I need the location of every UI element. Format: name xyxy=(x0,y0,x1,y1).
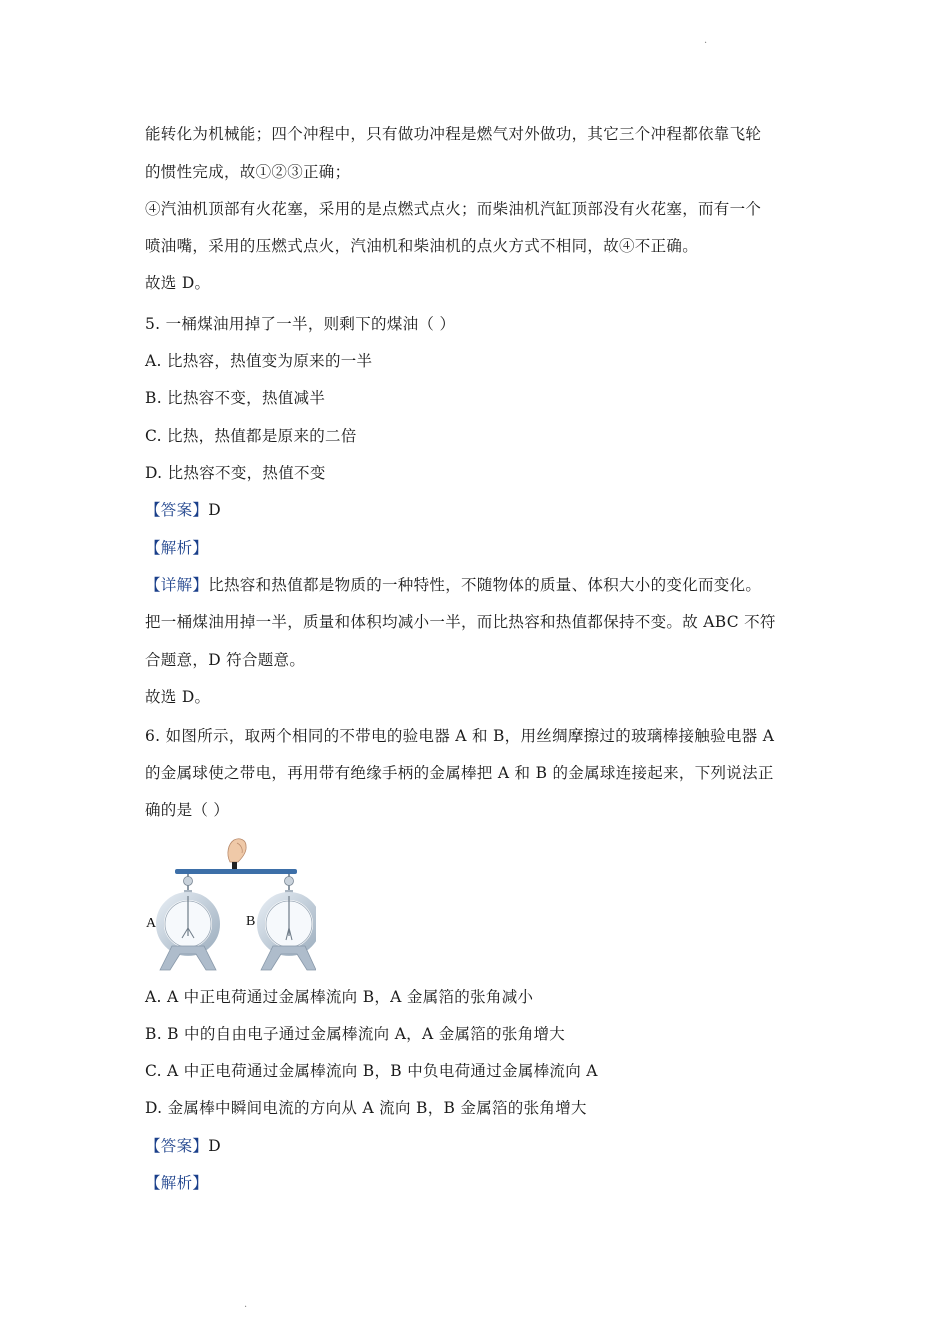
q5-conclusion: 故选 D。 xyxy=(145,688,211,706)
prev-explanation-line-3: ④汽油机顶部有火花塞，采用的是点燃式点火；而柴油机汽缸顶部没有火花塞，而有一个 xyxy=(145,200,762,218)
prev-explanation-line-1: 能转化为机械能；四个冲程中，只有做功冲程是燃气对外做功，其它三个冲程都依靠飞轮 xyxy=(145,125,762,143)
electroscope-a xyxy=(160,874,216,970)
q5-option-a: A. 比热容，热值变为原来的一半 xyxy=(145,352,373,370)
label-b: B xyxy=(246,914,256,929)
q6-stem-line-3: 确的是（ ） xyxy=(145,801,230,819)
footer-dot: · xyxy=(244,1302,248,1313)
q5-answer-tag: 【答案】 xyxy=(145,501,209,519)
hand-icon xyxy=(228,839,246,862)
q6-stem-line-2: 的金属球使之带电，再用带有绝缘手柄的金属棒把 A 和 B 的金属球连接起来，下列说法正 xyxy=(145,764,774,782)
q5-detail-text-1: 比热容和热值都是物质的一种特性，不随物体的质量、体积大小的变化而变化。 xyxy=(208,576,762,594)
header-dot: · xyxy=(704,38,708,49)
q5-answer-value: D xyxy=(208,501,221,519)
q6-option-c: C. A 中正电荷通过金属棒流向 B，B 中负电荷通过金属棒流向 A xyxy=(145,1062,598,1080)
q6-analysis-tag: 【解析】 xyxy=(145,1174,209,1192)
q5-detail-line-2: 把一桶煤油用掉一半，质量和体积均减小一半，而比热容和热值都保持不变。故 ABC 不符 xyxy=(145,613,776,631)
q5-option-d: D. 比热容不变，热值不变 xyxy=(145,464,326,482)
q6-option-b: B. B 中的自由电子通过金属棒流向 A，A 金属箔的张角增大 xyxy=(145,1025,566,1043)
q5-detail-tag: 【详解】 xyxy=(145,576,209,594)
q6-option-d: D. 金属棒中瞬间电流的方向从 A 流向 B，B 金属箔的张角增大 xyxy=(145,1099,587,1117)
q5-detail-line-1 xyxy=(145,575,761,595)
q6-option-a: A. A 中正电荷通过金属棒流向 B，A 金属箔的张角减小 xyxy=(145,988,534,1006)
label-a: A xyxy=(146,916,157,931)
q5-answer xyxy=(145,500,221,520)
q5-stem: 5. 一桶煤油用掉了一半，则剩下的煤油（ ） xyxy=(145,315,456,333)
q5-option-c: C. 比热，热值都是原来的二倍 xyxy=(145,427,357,445)
metal-rod xyxy=(175,869,297,874)
q5-option-b: B. 比热容不变，热值减半 xyxy=(145,389,326,407)
electroscope-b xyxy=(261,874,316,970)
prev-conclusion: 故选 D。 xyxy=(145,274,211,292)
q6-stem-line-1: 6. 如图所示，取两个相同的不带电的验电器 A 和 B，用丝绸摩擦过的玻璃棒接触验电器 A xyxy=(145,727,775,745)
q6-answer-tag: 【答案】 xyxy=(145,1137,209,1155)
prev-explanation-line-4: 喷油嘴，采用的压燃式点火，汽油机和柴油机的点火方式不相同，故④不正确。 xyxy=(145,237,699,255)
q5-analysis-tag: 【解析】 xyxy=(145,539,209,557)
electroscope-figure xyxy=(146,836,316,976)
q6-answer xyxy=(145,1136,221,1156)
q6-answer-value: D xyxy=(208,1137,221,1155)
q5-detail-line-3: 合题意，D 符合题意。 xyxy=(145,651,306,669)
prev-explanation-line-2: 的惯性完成，故①②③正确； xyxy=(145,163,351,181)
